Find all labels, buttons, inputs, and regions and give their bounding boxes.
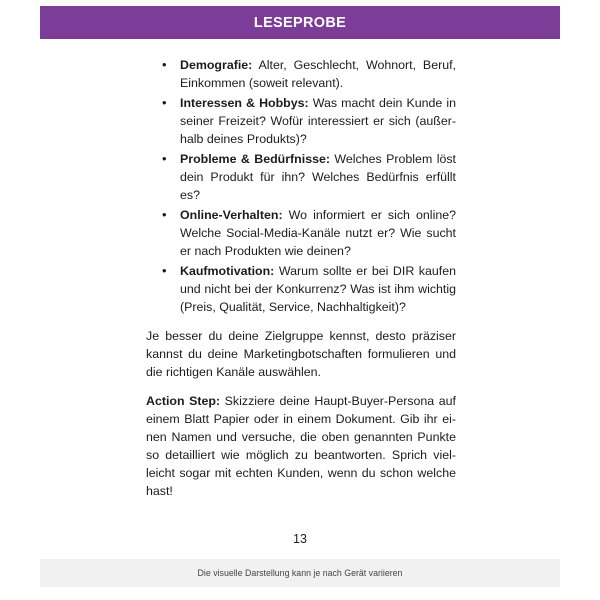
bullet-icon: • — [162, 207, 167, 222]
header-banner — [40, 6, 560, 39]
bullet-icon: • — [162, 57, 167, 72]
bullet-term: Online-Verhalten: — [180, 208, 283, 222]
bullet-text: Was macht dein Kunde in seiner Freizeit? Wofür interessiert er sich (außerhalb deines Produkts)? — [180, 96, 456, 146]
page-number: 13 — [293, 532, 307, 546]
list-item — [146, 94, 456, 148]
bullet-icon: • — [162, 151, 167, 166]
list-item — [146, 150, 456, 204]
action-step-label: Action Step: — [146, 394, 221, 408]
list-item — [146, 262, 456, 316]
list-item — [146, 56, 456, 92]
bullet-icon: • — [162, 263, 167, 278]
footer-note: Die visuelle Darstellung kann je nach Gerät variieren — [197, 568, 403, 578]
footer-bar — [40, 559, 560, 587]
bullet-list — [146, 56, 456, 316]
action-step-text: Skizziere deine Haupt-Buyer-Persona auf einem Blatt Papier oder in einem Dokument. Gib ihr einen Namen und versuche, die oben genannten Punkte so detailliert wie möglich zu beantworten. Sprich vielleicht sogar mit echten Kunden, wenn du schon welche hast! — [146, 394, 456, 498]
summary-paragraph: Je besser du deine Zielgruppe kennst, desto präziser kannst du deine Marketingbotschaften formulieren und die richtigen Kanäle auswählen. — [146, 329, 456, 379]
bullet-text: Welches Problem löst dein Produkt für ihn? Welches Bedürfnis erfüllt es? — [180, 152, 456, 202]
banner-title: LESEPROBE — [253, 14, 347, 31]
action-step-paragraph — [146, 392, 456, 500]
bullet-term: Probleme & Bedürfnisse: — [180, 152, 330, 166]
bullet-term: Interessen & Hobbys: — [180, 96, 309, 110]
list-item — [146, 206, 456, 260]
bullet-text: Wo informiert er sich online? Welche Social-Media-Kanäle nutzt er? Wie sucht er nach Produkten wie deinen? — [180, 208, 456, 258]
bullet-text: Alter, Geschlecht, Wohnort, Beruf, Einkommen (soweit relevant). — [180, 58, 456, 90]
bullet-icon: • — [162, 95, 167, 110]
bullet-term: Kaufmotivation: — [180, 264, 275, 278]
page-content — [146, 56, 456, 500]
bullet-term: Demografie: — [180, 58, 253, 72]
bullet-text: Warum sollte er bei DIR kaufen und nicht bei der Konkurrenz? Was ist ihm wichtig (Preis, Qualität, Service, Nachhaltigkeit)? — [180, 264, 456, 314]
